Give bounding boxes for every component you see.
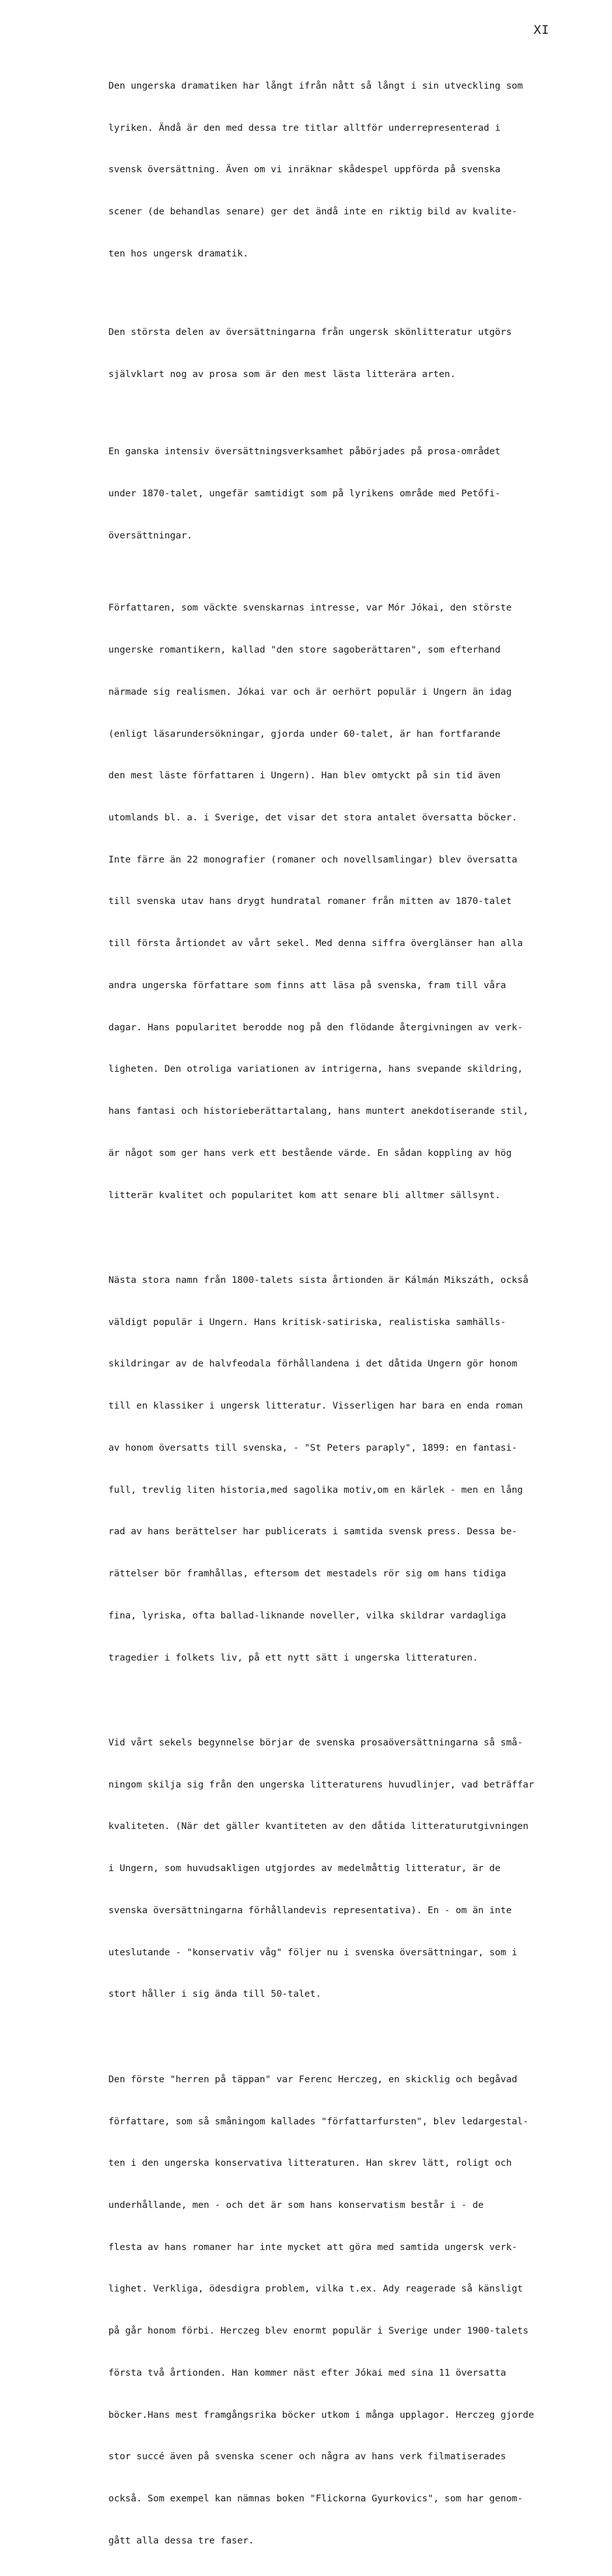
text-line: Vid vårt sekels begynnelse börjar de svenska prosaöversättningarna så små- (108, 1737, 523, 1749)
text-line: närmade sig realismen. Jókai var och är oerhört populär i Ungern än idag (108, 686, 512, 697)
text-line: svenska översättningarna förhållandevis representativa). En - om än inte (108, 1904, 512, 1916)
page-number: XI (534, 23, 550, 37)
text-line: Författaren, som väckte svenskarnas intresse, var Mór Jókai, den störste (108, 602, 512, 614)
text-line: böcker.Hans mest framgångsrika böcker utkom i många upplagor. Herczeg gjorde (108, 2409, 534, 2420)
body-text (108, 51, 574, 2576)
text-line: Den ungerska dramatiken har långt ifrån nått så långt i sin utveckling som (108, 80, 523, 91)
text-line: författare, som så småningom kallades "författarfursten", blev ledargestal- (108, 2115, 528, 2127)
paragraph-mikszath (108, 1245, 574, 1692)
text-line: skildringar av de halvfeodala förhållandena i det dåtida Ungern gör honom (108, 1358, 518, 1370)
text-line: på går honom förbi. Herczeg blev enormt populär i Sverige under 1900-talets (108, 2325, 528, 2337)
text-line: fina, lyriska, ofta ballad-liknande noveller, vilka skildrar vardagliga (108, 1610, 506, 1621)
text-line: Inte färre än 22 monografier (romaner och novellsamlingar) blev översatta (108, 854, 518, 865)
text-line: lyriken. Ändå är den med dessa tre titlar alltför underrepresenterad i (108, 122, 501, 133)
text-line: i Ungern, som huvudsakligen utgjordes av medelmåttig litteratur, är de (108, 1863, 501, 1874)
text-line: andra ungerska författare som finns att läsa på svenska, fram till våra (108, 979, 506, 991)
text-line: till svenska utav hans drygt hundratal romaner från mitten av 1870-talet (108, 896, 512, 907)
text-line: stor succé även på svenska scener och några av hans verk filmatiserades (108, 2451, 506, 2462)
text-line: flesta av hans romaner har inte mycket att göra med samtida ungersk verk- (108, 2241, 518, 2253)
text-line: scener (de behandlas senare) ger det ändå inte en riktig bild av kvalite- (108, 205, 518, 217)
text-line: uteslutande - "konservativ våg" följer nu i svenska översättningar, som i (108, 1946, 518, 1958)
text-line: hans fantasi och historieberättartalang, hans muntert anekdotiserande stil, (108, 1106, 528, 1117)
text-line: under 1870-talet, ungefär samtidigt som på lyrikens område med Petőfi- (108, 488, 501, 500)
text-line: utomlands bl. a. i Sverige, det visar det stora antalet översatta böcker. (108, 812, 518, 824)
text-line: är något som ger hans verk ett bestående värde. En sådan koppling av hög (108, 1147, 512, 1158)
text-line: litterär kvalitet och popularitet kom att senare bli alltmer sällsynt. (108, 1189, 501, 1201)
paragraph-intro (108, 51, 574, 288)
text-line: ligheten. Den otroliga variationen av intrigerna, hans svepande skildring, (108, 1063, 523, 1075)
text-line: till en klassiker i ungersk litteratur. Visserligen har bara en enda roman (108, 1400, 523, 1412)
paragraph-prosa (108, 297, 574, 409)
text-line: dagar. Hans popularitet berodde nog på den flödande återgivningen av verk- (108, 1021, 523, 1033)
text-line: rad av hans berättelser har publicerats i samtida svensk press. Dessa be- (108, 1526, 518, 1537)
text-line: tragedier i folkets liv, på ett nytt sätt i ungerska litteraturen. (108, 1652, 478, 1663)
text-line: rättelser bör framhållas, eftersom det mestadels rör sig om hans tidiga (108, 1568, 506, 1580)
text-line: väldigt populär i Ungern. Hans kritisk-satiriska, realistiska samhälls- (108, 1316, 506, 1328)
text-line: översättningar. (108, 529, 193, 541)
text-line: av honom översatts till svenska, - "St Peters paraply", 1899: en fantasi- (108, 1442, 518, 1453)
text-line: kvaliteten. (När det gäller kvantiteten av den dåtida litteraturutgivningen (108, 1821, 528, 1832)
text-line: stort håller i sig ända till 50-talet. (108, 1988, 321, 2000)
paragraph-intensiv (108, 417, 574, 571)
text-line: svensk översättning. Även om vi inräknar skådespel uppförda på svenska (108, 164, 501, 175)
text-line: första två årtionden. Han kommer näst efter Jókai med sina 11 översatta (108, 2367, 506, 2378)
text-line: den mest läste författaren i Ungern). Han blev omtyckt på sin tid även (108, 770, 501, 781)
text-line: lighet. Verkliga, ödesdigra problem, vilka t.ex. Ady reagerade så känsligt (108, 2283, 523, 2295)
text-line: En ganska intensiv översättningsverksamhet påbörjades på prosa-området (108, 446, 501, 457)
text-line: ten hos ungersk dramatik. (108, 248, 249, 259)
text-line: ten i den ungerska konservativa litteraturen. Han skrev lätt, roligt och (108, 2158, 512, 2169)
text-line: Den förste "herren på täppan" var Ferenc Herczeg, en skicklig och begåvad (108, 2073, 518, 2085)
paragraph-jokai (108, 574, 574, 1231)
text-line: självklart nog av prosa som är den mest lästa litterära arten. (108, 368, 456, 380)
text-line: ungerske romantikern, kallad "den store sagoberättaren", som efterhand (108, 644, 501, 656)
paragraph-herczeg (108, 2045, 574, 2575)
text-line: till första årtiondet av vårt sekel. Med denna siffra överglänser han alla (108, 938, 523, 949)
text-line: underhållande, men - och det är som hans konservatism består i - de (108, 2200, 484, 2211)
text-line: också. Som exempel kan nämnas boken "Flickorna Gyurkovics", som har genom- (108, 2493, 523, 2505)
text-line: ningom skilja sig från den ungerska litteraturens huvudlinjer, vad beträffar (108, 1779, 534, 1790)
text-line: gått alla dessa tre faser. (108, 2535, 254, 2546)
text-line: (enligt läsarundersökningar, gjorda under 60-talet, är han fortfarande (108, 728, 501, 739)
text-line: Nästa stora namn från 1800-talets sista årtionden är Kálmán Mikszáth, också (108, 1275, 528, 1286)
paragraph-sekel (108, 1708, 574, 2029)
text-line: Den största delen av översättningarna från ungersk skönlitteratur utgörs (108, 327, 512, 338)
text-line: full, trevlig liten historia,med sagolika motiv,om en kärlek - men en lång (108, 1484, 523, 1495)
